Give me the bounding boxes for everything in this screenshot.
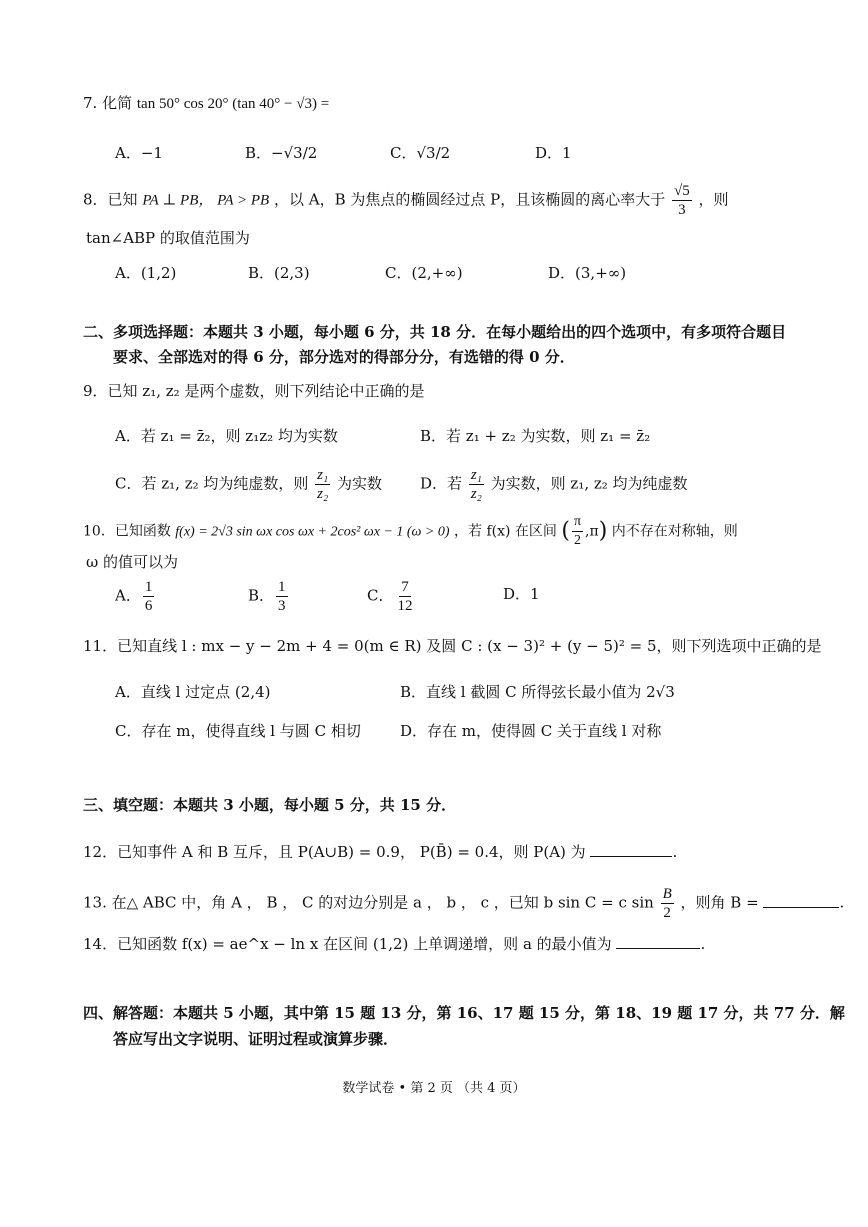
section-3-heading: 三、填空题：本题共 3 小题，每小题 5 分，共 15 分．: [83, 796, 457, 814]
q9-d-text-b: 为实数，则 z₁, z₂ 均为纯虚数: [490, 474, 688, 493]
q13-stem-b: ，则角 B =: [680, 893, 759, 912]
q9-d-den: z₂: [470, 486, 482, 502]
q8-stem-mid: ，以 A，B 为焦点的椭圆经过点 P，且该椭圆的离心率大于: [273, 190, 666, 209]
q10-interval-num: π: [572, 513, 583, 532]
q10-paren-close: ): [598, 518, 608, 544]
q9-option-b: B．若 z₁ + z₂ 为实数，则 z₁ = z̄₂: [420, 427, 651, 445]
q11-option-a: A．直线 l 过定点 (2,4): [115, 683, 271, 701]
q10-option-a: [115, 578, 156, 615]
q8-option-a: A．(1,2): [115, 264, 177, 282]
q10-a-num: 1: [144, 579, 153, 595]
q13-frac-num: B: [662, 886, 672, 902]
q10-b-num: 1: [278, 579, 286, 595]
q10-c-den: 12: [397, 598, 413, 614]
question-11-stem: 11．已知直线 l : mx − y − 2m + 4 = 0(m ∈ R) 及圆 C : (x − 3)² + (y − 5)² = 5，则下列选项中正确的是: [83, 637, 822, 655]
question-7-stem: [83, 92, 329, 115]
q7-option-d: D．1: [535, 144, 572, 162]
q13-end: .: [839, 893, 845, 912]
q9-c-text-a: C．若 z₁, z₂ 均为纯虚数，则: [115, 474, 309, 493]
question-13: [83, 885, 844, 922]
q8-option-b: B．(2,3): [248, 264, 310, 282]
q10-stem-end: 内不存在对称轴，则: [611, 523, 738, 540]
q10-a-label: A．: [115, 586, 141, 605]
q8-option-c: C．(2,+∞): [385, 264, 463, 282]
q8-option-d: D．(3,+∞): [548, 264, 627, 282]
q9-option-d: [420, 466, 688, 503]
q10-function: f(x) = 2√3 sin ωx cos ωx + 2cos² ωx − 1 (ω > 0): [175, 524, 450, 540]
q9-c-text-b: 为实数: [337, 474, 383, 493]
q8-eccentricity-fraction: [672, 182, 692, 219]
q10-c-fraction: [395, 578, 414, 615]
q10-interval-pi: ,π: [585, 523, 599, 540]
q9-option-c: [115, 466, 382, 503]
q10-interval-den: 2: [573, 533, 581, 548]
q10-c-label: C．: [367, 586, 394, 605]
q7-option-c: C．√3/2: [390, 144, 451, 162]
q11-option-c: C．存在 m，使得直线 l 与圆 C 相切: [115, 722, 361, 740]
q12-stem: 12．已知事件 A 和 B 互斥，且 P(A∪B) = 0.9， P(B̄) = 0.4，则 P(A) 为: [83, 843, 586, 861]
q9-d-num: z₁: [470, 467, 482, 483]
q10-c-num: 7: [401, 579, 409, 595]
q9-d-fraction: [469, 466, 484, 503]
q14-end: .: [700, 935, 706, 953]
q10-a-fraction: [143, 578, 155, 615]
q9-d-text-a: D．若: [420, 474, 463, 493]
section-4-heading: 四、解答题：本题共 5 小题，其中第 15 题 13 分，第 16、17 题 15 分，第 18、19 题 17 分，共 77 分．解: [83, 1004, 845, 1022]
q14-answer-blank: [616, 932, 700, 949]
q9-c-den: z₂: [317, 486, 329, 502]
q13-frac-den: 2: [663, 905, 671, 921]
q10-stem-line2: ω 的值可以为: [86, 553, 179, 571]
q8-condition: PA ⊥ PB， PA > PB: [142, 192, 270, 209]
q10-stem-mid: ，若 f(x) 在区间: [454, 523, 557, 540]
section-2-heading-cont: 要求、全部选对的得 6 分，部分选对的得部分分，有选错的得 0 分．: [113, 348, 575, 366]
question-9-stem: 9．已知 z₁, z₂ 是两个虚数，则下列结论中正确的是: [83, 382, 425, 400]
q13-fraction: [661, 885, 674, 922]
q10-a-den: 6: [144, 598, 153, 614]
q9-c-num: z₁: [317, 467, 329, 483]
page-footer: 数学试卷 • 第 2 页 （共 4 页）: [342, 1081, 526, 1096]
q10-paren-open: (: [561, 518, 570, 544]
q10-option-c: [367, 578, 416, 615]
q10-option-b: [248, 578, 290, 615]
question-14: [83, 932, 705, 955]
q12-answer-blank: [590, 840, 672, 857]
q11-option-b: B．直线 l 截圆 C 所得弦长最小值为 2√3: [400, 683, 675, 701]
q7-expression: tan 50° cos 20° (tan 40° − √3) =: [136, 96, 330, 112]
q7-option-b: B．−√3/2: [245, 144, 318, 162]
q13-stem-a: 13. 在△ ABC 中，角 A ， B ， C 的对边分别是 a ， b ， c ，已知 b sin C = c sin: [83, 893, 654, 912]
q9-c-fraction: [315, 466, 330, 503]
q8-stem-line2: tan∠ABP 的取值范围为: [86, 229, 250, 247]
q10-b-den: 3: [278, 598, 286, 614]
q11-option-d: D．存在 m，使得圆 C 关于直线 l 对称: [400, 722, 662, 740]
section-4-heading-cont: 答应写出文字说明、证明过程或演算步骤．: [113, 1030, 399, 1048]
q12-end: .: [672, 843, 678, 861]
q8-frac-num: √5: [674, 183, 690, 199]
q10-b-fraction: [276, 578, 288, 615]
q8-label: 8．已知: [83, 190, 138, 209]
q10-option-d: D．1: [503, 585, 540, 603]
q13-answer-blank: [763, 891, 839, 908]
question-12: [83, 840, 677, 863]
q8-stem-end: ，则: [698, 190, 729, 209]
q8-frac-den: 3: [678, 202, 686, 218]
q10-b-label: B．: [248, 586, 275, 605]
question-10-stem: [83, 513, 738, 550]
q7-label: 7. 化简: [83, 94, 133, 112]
q14-stem: 14．已知函数 f(x) = ae^x − ln x 在区间 (1,2) 上单调递增，则 a 的最小值为: [83, 935, 612, 953]
q7-option-a: A．−1: [115, 144, 163, 162]
section-2-heading: 二、多项选择题：本题共 3 小题，每小题 6 分，共 18 分．在每小题给出的四个选项中，有多项符合题目: [83, 323, 787, 341]
q10-label: 10．已知函数: [83, 523, 171, 540]
question-8-stem: [83, 182, 729, 219]
q10-interval-fraction: [572, 513, 583, 550]
q9-option-a: A．若 z₁ = z̄₂，则 z₁z₂ 均为实数: [115, 427, 338, 445]
